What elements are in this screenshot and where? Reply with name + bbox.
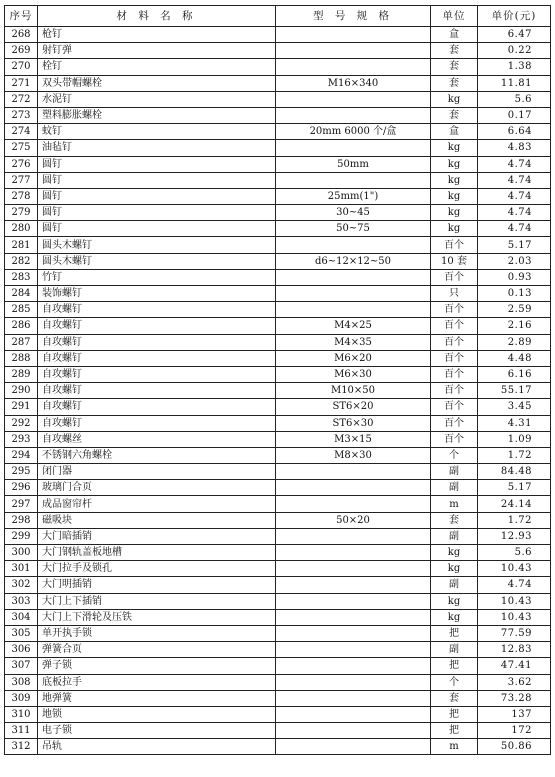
- cell-price: 10.43: [478, 609, 551, 625]
- table-row: [5, 528, 551, 544]
- cell-price: 0.13: [478, 286, 551, 302]
- table-row: [5, 124, 551, 140]
- table-row: [5, 253, 551, 269]
- table-row: [5, 415, 551, 431]
- cell-no: 269: [5, 43, 38, 59]
- cell-no: 279: [5, 205, 38, 221]
- cell-spec: [276, 625, 431, 641]
- cell-spec: M16×340: [276, 75, 431, 91]
- table-row: [5, 545, 551, 561]
- cell-no: 284: [5, 286, 38, 302]
- cell-price: 2.59: [478, 302, 551, 318]
- cell-spec: [276, 464, 431, 480]
- cell-unit: 把: [431, 706, 478, 722]
- cell-no: 312: [5, 739, 38, 755]
- cell-unit: 套: [431, 107, 478, 123]
- cell-no: 299: [5, 528, 38, 544]
- cell-unit: kg: [431, 561, 478, 577]
- cell-unit: kg: [431, 188, 478, 204]
- cell-name: 栓钉: [38, 59, 276, 75]
- cell-unit: 把: [431, 658, 478, 674]
- cell-name: 大门暗插销: [38, 528, 276, 544]
- cell-price: 5.17: [478, 480, 551, 496]
- cell-unit: 百个: [431, 334, 478, 350]
- cell-spec: [276, 302, 431, 318]
- cell-unit: 百个: [431, 269, 478, 285]
- table-row: [5, 706, 551, 722]
- cell-price: 0.93: [478, 269, 551, 285]
- table-row: [5, 464, 551, 480]
- cell-spec: [276, 577, 431, 593]
- cell-spec: d6~12×12~50: [276, 253, 431, 269]
- cell-spec: [276, 480, 431, 496]
- cell-spec: 50~75: [276, 221, 431, 237]
- cell-unit: 盒: [431, 124, 478, 140]
- cell-name: 水泥钉: [38, 91, 276, 107]
- table-row: [5, 658, 551, 674]
- cell-price: 5.17: [478, 237, 551, 253]
- cell-price: 2.03: [478, 253, 551, 269]
- cell-name: 大门拉手及锁孔: [38, 561, 276, 577]
- cell-no: 289: [5, 366, 38, 382]
- table-row: [5, 59, 551, 75]
- cell-name: 玻璃门合页: [38, 480, 276, 496]
- cell-price: 3.45: [478, 399, 551, 415]
- cell-no: 275: [5, 140, 38, 156]
- cell-spec: M10×50: [276, 383, 431, 399]
- cell-spec: [276, 561, 431, 577]
- cell-no: 288: [5, 350, 38, 366]
- cell-spec: [276, 237, 431, 253]
- cell-spec: 25mm(1"): [276, 188, 431, 204]
- table-row: [5, 205, 551, 221]
- cell-no: 286: [5, 318, 38, 334]
- cell-spec: 20mm 6000 个/盒: [276, 124, 431, 140]
- cell-spec: [276, 528, 431, 544]
- cell-no: 310: [5, 706, 38, 722]
- cell-name: 枪钉: [38, 27, 276, 43]
- cell-name: 地弹簧: [38, 690, 276, 706]
- cell-no: 306: [5, 642, 38, 658]
- cell-unit: kg: [431, 221, 478, 237]
- cell-name: 自攻螺钉: [38, 302, 276, 318]
- cell-price: 1.09: [478, 431, 551, 447]
- cell-price: 137: [478, 706, 551, 722]
- cell-price: 12.93: [478, 528, 551, 544]
- table-row: [5, 480, 551, 496]
- cell-price: 4.48: [478, 350, 551, 366]
- cell-unit: 百个: [431, 399, 478, 415]
- table-row: [5, 723, 551, 739]
- cell-spec: ST6×20: [276, 399, 431, 415]
- cell-no: 273: [5, 107, 38, 123]
- table-row: [5, 269, 551, 285]
- cell-name: 单开执手锁: [38, 625, 276, 641]
- cell-name: 大门上下滑轮及压铁: [38, 609, 276, 625]
- cell-no: 293: [5, 431, 38, 447]
- cell-name: 蚊钉: [38, 124, 276, 140]
- table-row: [5, 366, 551, 382]
- cell-unit: 百个: [431, 350, 478, 366]
- cell-name: 不锈钢六角螺栓: [38, 447, 276, 463]
- cell-price: 4.74: [478, 577, 551, 593]
- table-row: [5, 172, 551, 188]
- cell-unit: 百个: [431, 237, 478, 253]
- table-body: [5, 27, 551, 755]
- cell-name: 自攻螺钉: [38, 334, 276, 350]
- price-table-page: [4, 5, 550, 755]
- cell-unit: 百个: [431, 415, 478, 431]
- cell-name: 磁吸块: [38, 512, 276, 528]
- table-row: [5, 286, 551, 302]
- table-row: [5, 739, 551, 755]
- cell-price: 4.74: [478, 172, 551, 188]
- cell-no: 287: [5, 334, 38, 350]
- cell-name: 装饰螺钉: [38, 286, 276, 302]
- cell-price: 10.43: [478, 593, 551, 609]
- cell-price: 4.83: [478, 140, 551, 156]
- cell-no: 300: [5, 545, 38, 561]
- table-row: [5, 577, 551, 593]
- cell-price: 4.74: [478, 205, 551, 221]
- cell-unit: 百个: [431, 383, 478, 399]
- cell-name: 竹钉: [38, 269, 276, 285]
- cell-spec: [276, 658, 431, 674]
- table-row: [5, 334, 551, 350]
- cell-name: 自攻螺钉: [38, 383, 276, 399]
- cell-unit: m: [431, 739, 478, 755]
- table-row: [5, 593, 551, 609]
- cell-spec: [276, 642, 431, 658]
- cell-spec: 50mm: [276, 156, 431, 172]
- cell-unit: 百个: [431, 431, 478, 447]
- cell-price: 0.17: [478, 107, 551, 123]
- table-row: [5, 302, 551, 318]
- cell-spec: [276, 269, 431, 285]
- cell-price: 2.16: [478, 318, 551, 334]
- cell-spec: [276, 91, 431, 107]
- cell-unit: 套: [431, 512, 478, 528]
- cell-no: 290: [5, 383, 38, 399]
- cell-unit: 副: [431, 642, 478, 658]
- cell-spec: [276, 27, 431, 43]
- cell-unit: 只: [431, 286, 478, 302]
- cell-name: 圆钉: [38, 188, 276, 204]
- cell-price: 4.74: [478, 221, 551, 237]
- table-row: [5, 140, 551, 156]
- cell-unit: 把: [431, 625, 478, 641]
- cell-spec: [276, 706, 431, 722]
- cell-spec: 30~45: [276, 205, 431, 221]
- table-row: [5, 512, 551, 528]
- cell-name: 自攻螺钉: [38, 399, 276, 415]
- table-row: [5, 447, 551, 463]
- cell-price: 1.72: [478, 512, 551, 528]
- cell-spec: M3×15: [276, 431, 431, 447]
- table-row: [5, 318, 551, 334]
- header-spec: 型 号 规 格: [276, 6, 431, 27]
- cell-price: 3.62: [478, 674, 551, 690]
- cell-unit: 套: [431, 690, 478, 706]
- cell-price: 50.86: [478, 739, 551, 755]
- cell-no: 285: [5, 302, 38, 318]
- table-row: [5, 27, 551, 43]
- cell-no: 280: [5, 221, 38, 237]
- cell-unit: kg: [431, 545, 478, 561]
- cell-no: 276: [5, 156, 38, 172]
- cell-spec: [276, 674, 431, 690]
- cell-unit: kg: [431, 205, 478, 221]
- cell-name: 大门上下插销: [38, 593, 276, 609]
- cell-unit: kg: [431, 156, 478, 172]
- cell-spec: [276, 59, 431, 75]
- cell-unit: kg: [431, 91, 478, 107]
- cell-unit: 副: [431, 464, 478, 480]
- material-price-table: [4, 5, 551, 755]
- cell-unit: 百个: [431, 302, 478, 318]
- cell-price: 47.41: [478, 658, 551, 674]
- cell-unit: 百个: [431, 366, 478, 382]
- cell-no: 270: [5, 59, 38, 75]
- cell-price: 4.74: [478, 188, 551, 204]
- cell-spec: [276, 43, 431, 59]
- cell-name: 油毡钉: [38, 140, 276, 156]
- cell-no: 274: [5, 124, 38, 140]
- cell-no: 282: [5, 253, 38, 269]
- cell-no: 271: [5, 75, 38, 91]
- cell-price: 1.38: [478, 59, 551, 75]
- header-name: 材 料 名 称: [38, 6, 276, 27]
- cell-name: 圆钉: [38, 156, 276, 172]
- table-row: [5, 399, 551, 415]
- table-row: [5, 674, 551, 690]
- cell-price: 10.43: [478, 561, 551, 577]
- cell-no: 278: [5, 188, 38, 204]
- cell-name: 闭门器: [38, 464, 276, 480]
- cell-no: 303: [5, 593, 38, 609]
- cell-unit: kg: [431, 140, 478, 156]
- cell-unit: 套: [431, 43, 478, 59]
- cell-name: 双头带帽螺栓: [38, 75, 276, 91]
- cell-spec: [276, 172, 431, 188]
- header-price: 单价(元): [478, 6, 551, 27]
- cell-name: 成品窗帘杆: [38, 496, 276, 512]
- table-row: [5, 221, 551, 237]
- cell-no: 277: [5, 172, 38, 188]
- cell-unit: 10 套: [431, 253, 478, 269]
- cell-name: 电子锁: [38, 723, 276, 739]
- table-header-row: [5, 6, 551, 27]
- cell-name: 吊轨: [38, 739, 276, 755]
- cell-price: 172: [478, 723, 551, 739]
- cell-name: 自攻螺钉: [38, 415, 276, 431]
- cell-spec: M8×30: [276, 447, 431, 463]
- cell-unit: 副: [431, 577, 478, 593]
- cell-unit: kg: [431, 609, 478, 625]
- cell-unit: 把: [431, 723, 478, 739]
- cell-spec: M6×30: [276, 366, 431, 382]
- cell-no: 304: [5, 609, 38, 625]
- cell-name: 弹子锁: [38, 658, 276, 674]
- cell-name: 自攻螺钉: [38, 350, 276, 366]
- cell-unit: m: [431, 496, 478, 512]
- cell-price: 2.89: [478, 334, 551, 350]
- table-row: [5, 156, 551, 172]
- cell-unit: 副: [431, 528, 478, 544]
- cell-price: 6.47: [478, 27, 551, 43]
- cell-no: 294: [5, 447, 38, 463]
- table-row: [5, 75, 551, 91]
- cell-name: 大门钢轨盖板地槽: [38, 545, 276, 561]
- table-row: [5, 496, 551, 512]
- cell-spec: [276, 286, 431, 302]
- cell-spec: [276, 609, 431, 625]
- cell-spec: [276, 739, 431, 755]
- cell-price: 73.28: [478, 690, 551, 706]
- cell-unit: 个: [431, 447, 478, 463]
- cell-price: 12.83: [478, 642, 551, 658]
- cell-spec: M6×20: [276, 350, 431, 366]
- table-row: [5, 43, 551, 59]
- header-no: 序号: [5, 6, 38, 27]
- cell-price: 6.64: [478, 124, 551, 140]
- cell-no: 308: [5, 674, 38, 690]
- cell-name: 自攻螺钉: [38, 318, 276, 334]
- cell-no: 281: [5, 237, 38, 253]
- table-row: [5, 561, 551, 577]
- cell-name: 自攻螺钉: [38, 366, 276, 382]
- cell-price: 6.16: [478, 366, 551, 382]
- cell-spec: [276, 107, 431, 123]
- cell-name: 自攻螺丝: [38, 431, 276, 447]
- cell-unit: 个: [431, 674, 478, 690]
- cell-no: 305: [5, 625, 38, 641]
- table-row: [5, 625, 551, 641]
- cell-no: 291: [5, 399, 38, 415]
- table-row: [5, 690, 551, 706]
- cell-name: 圆钉: [38, 172, 276, 188]
- table-row: [5, 188, 551, 204]
- cell-price: 11.81: [478, 75, 551, 91]
- cell-name: 圆头木螺钉: [38, 237, 276, 253]
- cell-price: 5.6: [478, 545, 551, 561]
- table-row: [5, 642, 551, 658]
- table-row: [5, 609, 551, 625]
- cell-name: 底板拉手: [38, 674, 276, 690]
- cell-no: 307: [5, 658, 38, 674]
- cell-price: 24.14: [478, 496, 551, 512]
- cell-spec: [276, 140, 431, 156]
- cell-spec: 50×20: [276, 512, 431, 528]
- table-row: [5, 350, 551, 366]
- cell-name: 圆钉: [38, 205, 276, 221]
- cell-unit: kg: [431, 172, 478, 188]
- cell-unit: 套: [431, 75, 478, 91]
- cell-unit: 盒: [431, 27, 478, 43]
- table-row: [5, 383, 551, 399]
- cell-unit: 副: [431, 480, 478, 496]
- cell-name: 弹簧合页: [38, 642, 276, 658]
- cell-name: 大门明插销: [38, 577, 276, 593]
- cell-no: 298: [5, 512, 38, 528]
- cell-price: 0.22: [478, 43, 551, 59]
- cell-name: 地锁: [38, 706, 276, 722]
- cell-no: 283: [5, 269, 38, 285]
- cell-no: 296: [5, 480, 38, 496]
- cell-no: 302: [5, 577, 38, 593]
- cell-price: 84.48: [478, 464, 551, 480]
- cell-no: 301: [5, 561, 38, 577]
- cell-spec: ST6×30: [276, 415, 431, 431]
- cell-price: 5.6: [478, 91, 551, 107]
- header-unit: 单位: [431, 6, 478, 27]
- cell-price: 4.74: [478, 156, 551, 172]
- cell-no: 268: [5, 27, 38, 43]
- cell-name: 塑料膨胀螺栓: [38, 107, 276, 123]
- cell-unit: 套: [431, 59, 478, 75]
- cell-price: 4.31: [478, 415, 551, 431]
- cell-unit: kg: [431, 593, 478, 609]
- cell-no: 292: [5, 415, 38, 431]
- cell-no: 297: [5, 496, 38, 512]
- table-row: [5, 107, 551, 123]
- cell-spec: [276, 723, 431, 739]
- cell-no: 311: [5, 723, 38, 739]
- cell-no: 295: [5, 464, 38, 480]
- cell-price: 1.72: [478, 447, 551, 463]
- table-row: [5, 91, 551, 107]
- table-row: [5, 431, 551, 447]
- cell-spec: M4×25: [276, 318, 431, 334]
- cell-spec: M4×35: [276, 334, 431, 350]
- cell-unit: 百个: [431, 318, 478, 334]
- cell-name: 圆钉: [38, 221, 276, 237]
- cell-spec: [276, 593, 431, 609]
- cell-name: 圆头木螺钉: [38, 253, 276, 269]
- table-row: [5, 237, 551, 253]
- cell-spec: [276, 690, 431, 706]
- cell-no: 309: [5, 690, 38, 706]
- cell-price: 77.59: [478, 625, 551, 641]
- cell-price: 55.17: [478, 383, 551, 399]
- cell-spec: [276, 496, 431, 512]
- cell-no: 272: [5, 91, 38, 107]
- cell-name: 射钉弹: [38, 43, 276, 59]
- cell-spec: [276, 545, 431, 561]
